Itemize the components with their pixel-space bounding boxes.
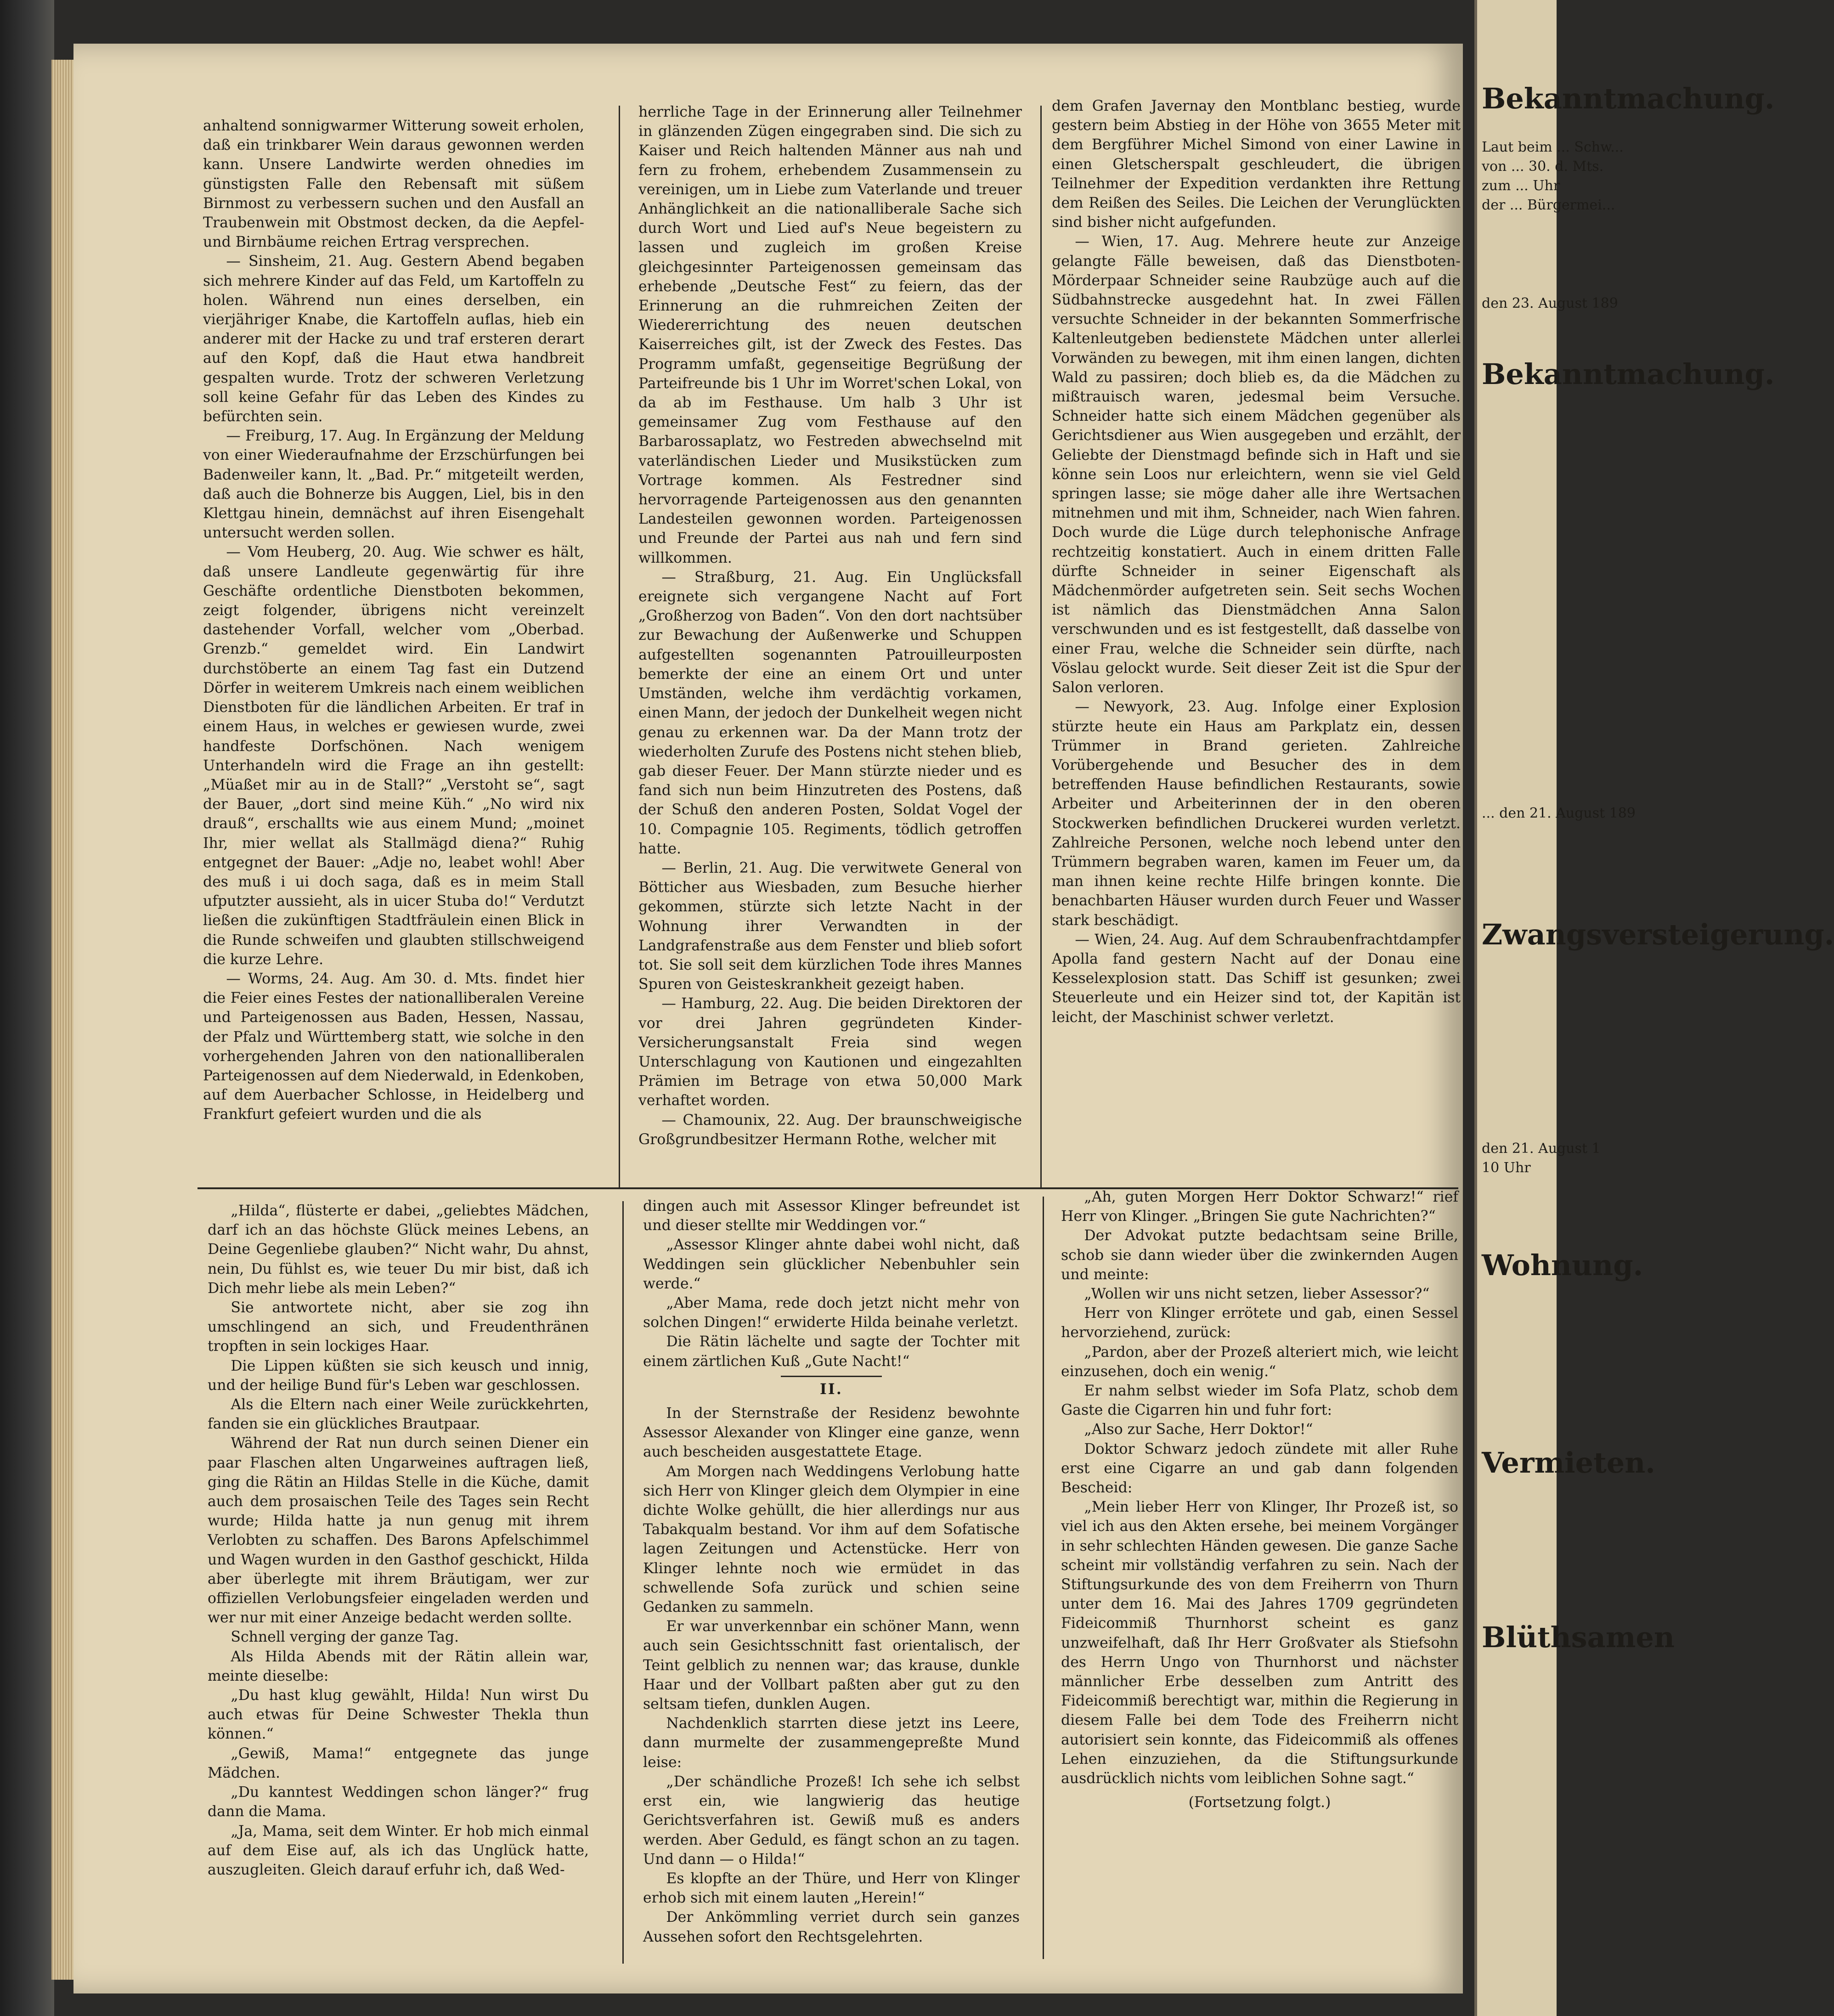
article-paragraph: dingen auch mit Assessor Klinger befreundet ist und dieser stellte mir Weddingen vor.“ <box>643 1198 1020 1234</box>
adjacent-page-text: Laut beim ... Schw... von ... 30. d. Mts. zum ... Uhr der ... Bürgermei... <box>1482 139 1624 213</box>
article-paragraph: Als Hilda Abends mit der Rätin allein war, meinte dieselbe: <box>208 1648 589 1684</box>
article-paragraph: „Assessor Klinger ahnte dabei wohl nicht, daß Weddingen sein glücklicher Nebenbuhler sein werde.“ <box>643 1237 1020 1292</box>
article-paragraph: „Du kanntest Weddingen schon länger?“ frug dann die Mama. <box>208 1784 589 1820</box>
article-paragraph: Schnell verging der ganze Tag. <box>231 1629 459 1646</box>
article-paragraph: — Wien, 17. Aug. Mehrere heute zur Anzeige gelangte Fälle beweisen, daß das Dienstboten-Mörderpaar Schneider seine Raubzüge auch auf die Südbahnstrecke ausgedehnt hat. In zwei Fällen versuchte Schneider in der bekannten Sommerfrische Kaltenleutgeben bedienstete Mädchen unter allerlei Vorwänden zu bewegen, mit ihm einen langen, dichten Wald zu passiren; doch blieb es, da die Mädchen zu mißtrauisch waren, jedesmal beim Versuche. Schneider hatte sich einem Mädchen gegenüber als Gerichtsdiener aus Wien ausgegeben und erzählt, der Geliebte der Dienstmagd befinde sich in Haft und sie könne sein Loos nur erleichtern, wenn sie viel Geld springen lasse; sie möge daher alle ihre Wertsachen mitnehmen und mit ihm, Schneider, nach Wien fahren. Doch wurde die Lüge durch telephonische Anfrage rechtzeitig konstatiert. Auch in einem dritten Falle dürfte Schneider in seiner Eigenschaft als Mädchenmörder aufgetreten sein. Seit sechs Wochen ist nämlich das Dienstmädchen Anna Salon verschwunden und es ist festgestellt, daß dasselbe von einer Frau, welche die Schneider sein dürfte, nach Vöslau gelockt wurde. Seit dieser Zeit ist die Spur der Salon verloren. <box>1052 233 1461 696</box>
column-rule <box>1043 1197 1044 1959</box>
adjacent-page-text: Wohnung. <box>1482 1248 1643 1282</box>
adjacent-page-text: Bekanntmachung. <box>1482 357 1775 391</box>
article-paragraph: dem Grafen Javernay den Montblanc bestieg, wurde gestern beim Abstieg in der Höhe von 3655 Meter mit dem Bergführer Michel Simond von einer Lawine in einen Gletscherspalt geschleudert, die übrigen Teilnehmer der Expedition verdankten ihre Rettung dem Reißen des Seiles. Die Leichen der Verunglückten sind bisher nicht aufgefunden. <box>1052 98 1461 231</box>
article-paragraph: Der Ankömmling verriet durch sein ganzes Aussehen sofort den Rechtsgelehrten. <box>643 1909 1020 1945</box>
newspaper-page <box>73 44 1463 1993</box>
article-paragraph: In der Sternstraße der Residenz bewohnte Assessor Alexander von Klinger eine ganze, wenn auch bescheiden ausgestattete Etage. <box>643 1405 1020 1461</box>
article-paragraph: „Hilda“, flüsterte er dabei, „geliebtes Mädchen, darf ich an das höchste Glück meines Lebens, an Deine Gegenliebe glauben?“ Nicht wahr, Du ahnst, nein, Du fühlst es, wie teuer Du mir bist, daß ich Dich mehr liebe als mein Leben?“ <box>208 1203 589 1297</box>
article-paragraph: „Der schändliche Prozeß! Ich sehe ich selbst erst ein, wie langwierig das heutige Gerichtsverfahren ist. Gewiß muß es anders werden. Aber Geduld, es fängt schon an zu tagen. Und dann — o Hilda!“ <box>643 1773 1020 1868</box>
article-paragraph: Während der Rat nun durch seinen Diener ein paar Flaschen alten Ungarweines auftragen ließ, ging die Rätin an Hildas Stelle in die Küche, damit auch dem prosaischen Teile des Tages sein Recht wurde; Hilda hatte ja nun genug mit ihrem Verlobten zu schaffen. Des Barons Apfelschimmel und Wagen wurden in den Gasthof geschickt, Hilda aber überlegte mit ihrem Bräutigam, wer zur offiziellen Verlobungsfeier eingeladen werden und wer nur mit einer Anzeige bedacht werden sollte. <box>208 1435 589 1626</box>
article-paragraph: „Ja, Mama, seit dem Winter. Er hob mich einmal auf dem Eise auf, als ich das Unglück hatte, auszugleiten. Gleich darauf erfuhr ich, daß Wed- <box>208 1823 589 1878</box>
adjacent-page-text: den 23. August 189 <box>1482 295 1618 311</box>
top-column-1 <box>203 116 584 1124</box>
article-paragraph: Nachdenklich starrten diese jetzt ins Leere, dann murmelte der zusammengepreßte Mund leise: <box>643 1715 1020 1771</box>
bottom-column-3 <box>1061 1187 1458 1813</box>
article-paragraph: Er war unverkennbar ein schöner Mann, wenn auch sein Gesichtsschnitt fast orientalisch, der Teint gelblich zu nennen war; das krause, dunkle Haar und der Vollbart paßten aber gut zu den seltsam tiefen, dunklen Augen. <box>643 1618 1020 1713</box>
adjacent-page-text: Vermieten. <box>1482 1446 1655 1480</box>
article-paragraph: „Mein lieber Herr von Klinger, Ihr Prozeß ist, so viel ich aus den Akten ersehe, bei meinem Vorgänger in sehr schlechten Händen gewesen. Die ganze Sache scheint mir vollständig verfahren zu sein. Nach der Stiftungsurkunde des von dem Freiherrn von Thurn unter dem 16. Mai des Jahres 1709 gegründeten Fideicommiß Thurnhorst scheint es ganz unzweifelhaft, daß Ihr Herr Großvater als Stiefsohn des Herrn Ungo von Thurnhorst und nächster männlicher Erbe desselben zum Antritt des Fideicommiß berechtigt war, mithin die Regierung in diesem Falle bei dem Tode des Freiherrn nicht autorisiert sein konnte, das Fideicommiß als offenes Lehen einzuziehen, da die Stiftungsurkunde ausdrücklich nichts vom leiblichen Sohne sagt.“ <box>1061 1499 1458 1787</box>
bottom-column-1 <box>208 1201 589 1880</box>
bottom-column-2 <box>643 1197 1020 1947</box>
article-paragraph: „Pardon, aber der Prozeß alteriert mich, wie leicht einzusehen, doch ein wenig.“ <box>1061 1344 1458 1380</box>
article-paragraph: — Straßburg, 21. Aug. Ein Unglücksfall ereignete sich vergangene Nacht auf Fort „Großherzog von Baden“. Von den dort nachtsüber zur Bewachung der Außenwerke und Schuppen aufgestellten sogenannten Patrouilleurposten bemerkte der eine an einem Ort und unter Umständen, welche ihm verdächtig vorkamen, einen Mann, der jedoch der Dunkelheit wegen nicht genau zu erkennen war. Da der Mann trotz der wiederholten Zurufe des Postens nicht stehen blieb, gab dieser Feuer. Der Mann stürzte nieder und es fand sich nun beim Hinzutreten des Postens, daß der Schuß den anderen Posten, Soldat Vogel der 10. Compagnie 105. Regiments, tödlich getroffen hatte. <box>638 569 1022 857</box>
article-paragraph: Als die Eltern nach einer Weile zurückkehrten, fanden sie ein glückliches Brautpaar. <box>208 1396 589 1433</box>
adjacent-page-text: Blüthsamen <box>1482 1621 1675 1654</box>
article-paragraph: Der Advokat putzte bedachtsam seine Brille, schob sie dann wieder über die zwinkernden Augen und meinte: <box>1061 1227 1458 1283</box>
continuation-note: (Fortsetzung folgt.) <box>1188 1794 1331 1811</box>
adjacent-page-text: den 21. August 1 10 Uhr <box>1482 1141 1601 1176</box>
adjacent-page-text: ... den 21. August 189 <box>1482 805 1636 821</box>
article-paragraph: — Worms, 24. Aug. Am 30. d. Mts. findet hier die Feier eines Festes der nationalliberalen Vereine und Parteigenossen aus Baden, Hessen, Nassau, der Pfalz und Württemberg statt, wie solche in den vorhergehenden Jahren von den nationalliberalen Parteigenossen auf dem Niederwald, in Edenkoben, auf dem Auerbacher Schlosse, in Heidelberg und Frankfurt gefeiert wurden und die als <box>203 970 584 1123</box>
article-paragraph: Doktor Schwarz jedoch zündete mit aller Ruhe erst eine Cigarre an und gab dann folgenden Bescheid: <box>1061 1440 1458 1496</box>
section-rule <box>781 1376 882 1377</box>
column-rule <box>1040 106 1042 1187</box>
article-paragraph: Am Morgen nach Weddingens Verlobung hatte sich Herr von Klinger gleich dem Olympier in eine dichte Wolke gehüllt, die hier allerdings nur aus Tabakqualm bestand. Vor ihm auf dem Sofatische lagen Zeitungen und Actenstücke. Herr von Klinger lehnte noch wie ermüdet in das schwellende Sofa zurück und schien seine Gedanken zu sammeln. <box>643 1463 1020 1616</box>
article-paragraph: Er nahm selbst wieder im Sofa Platz, schob dem Gaste die Cigarren hin und fuhr fort: <box>1061 1383 1458 1419</box>
top-column-3 <box>1052 96 1461 1027</box>
article-paragraph: Die Rätin lächelte und sagte der Tochter mit einem zärtlichen Kuß „Gute Nacht!“ <box>643 1333 1020 1370</box>
article-paragraph: „Also zur Sache, Herr Doktor!“ <box>1084 1421 1313 1438</box>
article-paragraph: — Vom Heuberg, 20. Aug. Wie schwer es hält, daß unsere Landleute gegenwärtig für ihre Geschäfte ordentliche Dienstboten bekommen, zeigt folgender, übrigens nicht vereinzelt dastehender Vorfall, welcher vom „Oberbad. Grenzb.“ gemeldet wird. Ein Landwirt durchstöberte an einem Tag fast ein Dutzend Dörfer in weiterem Umkreis nach einem weiblichen Dienstboten für die ländlichen Arbeiten. Er traf in einem Haus, in welches er gewiesen wurde, zwei handfeste Dorfschönen. Nach wenigem Unterhandeln wird die Frage an ihn gestellt: „Müaßet mir au in de Stall?“ „Verstoht se“, sagt der Bauer, „dort sind meine Küh.“ „No wird nix drauß“, erschallts wie aus einem Mund; „moinet Ihr, mier wellat als Stallmägd diena?“ Ruhig entgegnet der Bauer: „Adje no, leabet wohl! Aber des muß i ui doch saga, daß es in meim Stall ufputzter aussieht, als in uicer Stuba do!“ Verdutzt ließen die zukünftigen Stadtfräulein einen Blick in die Runde schweifen und glaubten stillschweigend die kurze Lehre. <box>203 544 584 968</box>
article-paragraph: herrliche Tage in der Erinnerung aller Teilnehmer in glänzenden Zügen eingegraben sind. Die sich zu Kaiser und Reich haltenden Männer aus nah und fern zu frohem, erhebendem Zusammensein zu vereinigen, um in Liebe zum Vaterlande und treuer Anhänglichkeit an die nationalliberale Sache sich durch Wort und Lied auf's Neue begeistern zu lassen und zugleich im großen Kreise gleichgesinnter Parteigenossen gemeinsam das erhebende „Deutsche Fest“ zu feiern, das der Erinnerung an die ruhmreichen Zeiten der Wiedererrichtung des neuen deutschen Kaiserreiches gilt, ist der Zweck des Festes. Das Programm umfaßt, gegenseitige Begrüßung der Parteifreunde bis 1 Uhr im Worret'schen Lokal, von da ab im Festhause. Um halb 3 Uhr ist gemeinsamer Zug vom Festhause auf den Barbarossaplatz, wo Festreden abwechselnd mit vaterländischen Lieder und Musikstücken zum Vortrage kommen. Als Festredner sind hervorragende Parteigenossen aus den genannten Landesteilen gewonnen worden. Parteigenossen und Freunde der Partei aus nah und fern sind willkommen. <box>638 104 1022 566</box>
column-rule <box>619 106 620 1187</box>
article-paragraph: — Newyork, 23. Aug. Infolge einer Explosion stürzte heute ein Haus am Parkplatz ein, dessen Trümmer in Brand gerieten. Zahlreiche Vorübergehende und Besucher des in dem betreffenden Hause befindlichen Restaurants, sowie Arbeiter und Arbeiterinnen der in den oberen Stockwerken befindlichen Druckerei wurden verletzt. Zahlreiche Personen, welche noch lebend unter den Trümmern begraben waren, kamen im Feuer um, da man ihnen keine rechte Hilfe bringen konnte. Die benachbarten Häuser wurden durch Feuer und Wasser stark beschädigt. <box>1052 699 1461 929</box>
column-rule <box>622 1201 624 1964</box>
article-paragraph: — Sinsheim, 21. Aug. Gestern Abend begaben sich mehrere Kinder auf das Feld, um Kartoffeln zu holen. Während nun eines derselben, ein vierjähriger Knabe, die Kartoffeln auflas, hieb ein anderer mit der Hacke zu und traf ersteren derart auf den Kopf, daß die Haut etwa handbreit gespalten wurde. Trotz der schweren Verletzung soll keine Gefahr für das Leben des Kindes zu befürchten sein. <box>203 253 584 425</box>
adjacent-page-text: Zwangsversteigerung. <box>1482 918 1834 951</box>
binder-spine <box>0 0 54 2016</box>
article-paragraph: Sie antwortete nicht, aber sie zog ihn umschlingend an sich, und Freudenthränen tropften in sein lockiges Haar. <box>208 1299 589 1355</box>
top-column-2 <box>638 102 1022 1149</box>
article-paragraph: „Aber Mama, rede doch jetzt nicht mehr von solchen Dingen!“ erwiderte Hilda beinahe verletzt. <box>643 1295 1020 1331</box>
article-paragraph: — Wien, 24. Aug. Auf dem Schraubenfrachtdampfer Apolla fand gestern Nacht auf der Donau eine Kesselexplosion statt. Das Schiff ist gesunken; zwei Steuerleute und ein Heizer sind tot, der Kapitän ist leicht, der Maschinist schwer verletzt. <box>1052 931 1461 1026</box>
article-paragraph: „Du hast klug gewählt, Hilda! Nun wirst Du auch etwas für Deine Schwester Thekla thun können.“ <box>208 1687 589 1743</box>
adjacent-page-edge <box>1474 0 1834 2016</box>
article-paragraph: — Chamounix, 22. Aug. Der braunschweigische Großgrundbesitzer Hermann Rothe, welcher mit <box>638 1112 1022 1148</box>
section-heading: II. <box>820 1380 843 1398</box>
article-paragraph: Die Lippen küßten sie sich keusch und innig, und der heilige Bund für's Leben war geschlossen. <box>208 1357 589 1394</box>
article-paragraph: — Berlin, 21. Aug. Die verwitwete General von Bötticher aus Wiesbaden, zum Besuche hierher gekommen, stürzte sich letzte Nacht in der Wohnung ihrer Verwandten in der Landgrafenstraße aus dem Fenster und blieb sofort tot. Sie soll seit dem kürzlichen Tode ihres Mannes Spuren von Geisteskrankheit gezeigt haben. <box>638 859 1022 993</box>
article-paragraph: — Hamburg, 22. Aug. Die beiden Direktoren der vor drei Jahren gegründeten Kinder-Versicherungsanstalt Freia sind wegen Unterschlagung von Kautionen und eingezahlten Prämien im Betrage von etwa 50,000 Mark verhaftet worden. <box>638 995 1022 1109</box>
adjacent-page-text: Bekanntmachung. <box>1482 82 1775 115</box>
article-paragraph: Herr von Klinger errötete und gab, einen Sessel hervorziehend, zurück: <box>1061 1305 1458 1341</box>
article-paragraph: „Ah, guten Morgen Herr Doktor Schwarz!“ rief Herr von Klinger. „Bringen Sie gute Nachrichten?“ <box>1061 1189 1458 1225</box>
article-paragraph: anhaltend sonnigwarmer Witterung soweit erholen, daß ein trinkbarer Wein daraus gewonnen werden kann. Unsere Landwirte werden ohnedies im günstigsten Falle den Rebensaft mit süßem Birnmost zu verbessern suchen und den Ausfall an Traubenwein mit Obstmost decken, da die Aepfel- und Birnbäume reichen Ertrag versprechen. <box>203 118 584 251</box>
article-paragraph: Es klopfte an der Thüre, und Herr von Klinger erhob sich mit einem lauten „Herein!“ <box>643 1870 1020 1907</box>
article-paragraph: „Wollen wir uns nicht setzen, lieber Assessor?“ <box>1084 1286 1430 1303</box>
article-paragraph: „Gewiß, Mama!“ entgegnete das junge Mädchen. <box>208 1745 589 1781</box>
article-paragraph: — Freiburg, 17. Aug. In Ergänzung der Meldung von einer Wiederaufnahme der Erzschürfungen bei Badenweiler kann, lt. „Bad. Pr.“ mitgeteilt werden, daß auch die Bohnerze bis Auggen, Liel, bis in den Klettgau hinein, demnächst auf ihren Eisengehalt untersucht werden sollen. <box>203 428 584 542</box>
